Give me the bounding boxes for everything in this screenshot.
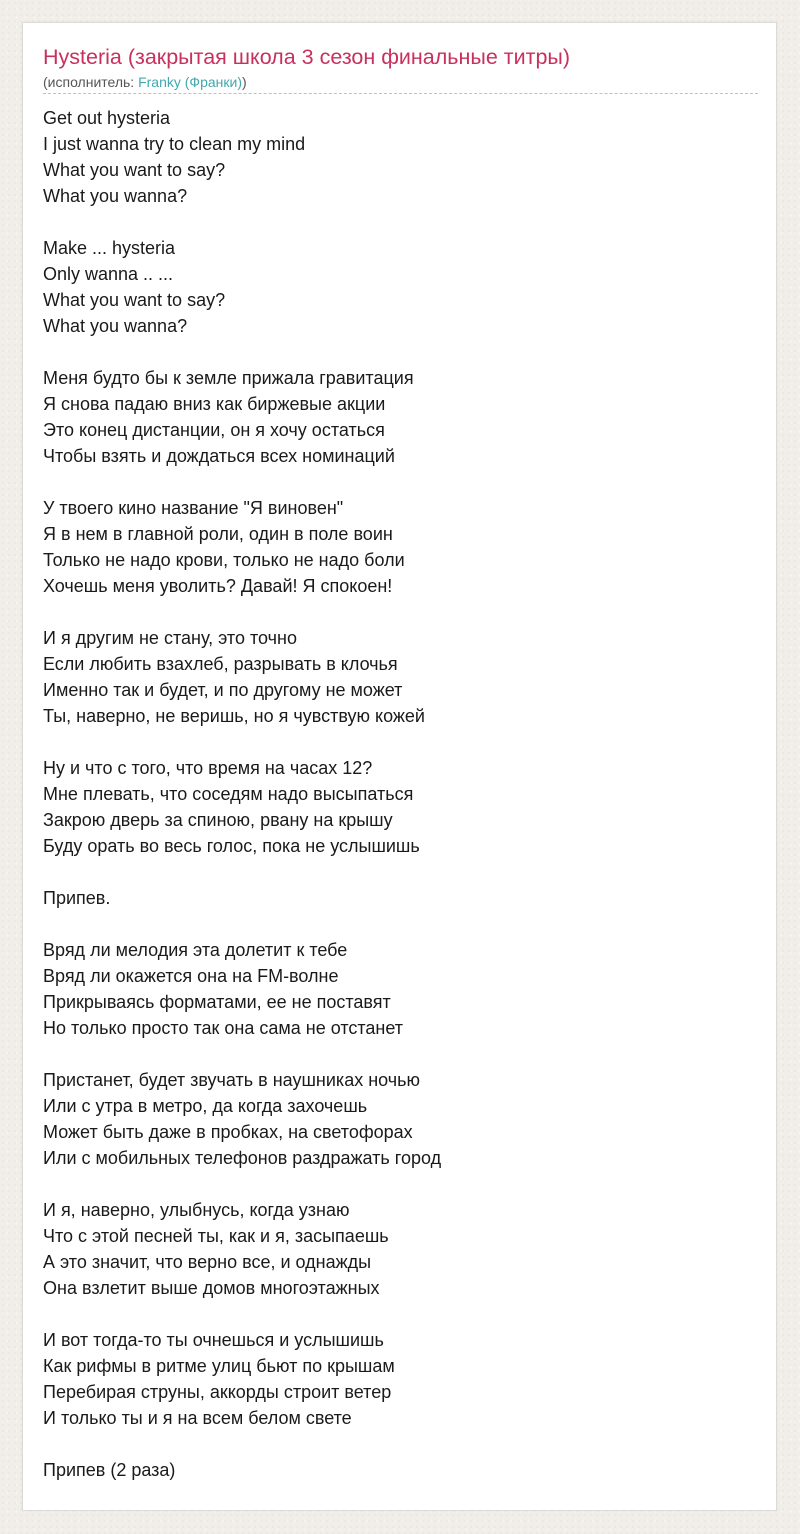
lyric-line: Припев. — [43, 888, 111, 908]
artist-prefix: (исполнитель: — [43, 74, 139, 90]
artist-link[interactable]: Franky (Франки) — [138, 74, 242, 90]
lyric-line: Только не надо крови, только не надо боли — [43, 550, 405, 570]
lyric-line: Перебирая струны, аккорды строит ветер — [43, 1382, 392, 1402]
lyric-line: Only wanna .. ... — [43, 264, 174, 284]
lyric-line: Ты, наверно, не веришь, но я чувствую кожей — [43, 706, 425, 726]
lyric-line: What you wanna? — [43, 316, 188, 336]
lyric-line: What you want to say? — [43, 290, 226, 310]
lyric-line: Прикрываясь форматами, ее не поставят — [43, 992, 391, 1012]
lyric-line: Именно так и будет, и по другому не может — [43, 680, 403, 700]
lyric-blank-line — [43, 1301, 758, 1327]
lyric-line: И я другим не стану, это точно — [43, 628, 297, 648]
lyric-blank-line — [43, 1171, 758, 1197]
lyric-line: Вряд ли мелодия эта долетит к тебе — [43, 940, 348, 960]
lyric-line: Меня будто бы к земле прижала гравитация — [43, 368, 414, 388]
lyrics-card — [22, 22, 777, 1511]
lyric-line: И я, наверно, улыбнусь, когда узнаю — [43, 1200, 350, 1220]
lyric-line: Это конец дистанции, он я хочу остаться — [43, 420, 385, 440]
lyric-line: Или с мобильных телефонов раздражать город — [43, 1148, 442, 1168]
lyric-blank-line — [43, 1041, 758, 1067]
lyric-line: Я снова падаю вниз как биржевые акции — [43, 394, 386, 414]
lyric-blank-line — [43, 469, 758, 495]
lyric-line: Припев (2 раза) — [43, 1460, 176, 1480]
lyric-line: И вот тогда-то ты очнешься и услышишь — [43, 1330, 384, 1350]
lyric-line: Хочешь меня уволить? Давай! Я спокоен! — [43, 576, 393, 596]
lyric-line: What you want to say? — [43, 160, 226, 180]
lyric-blank-line — [43, 859, 758, 885]
artist-suffix: ) — [242, 74, 247, 90]
lyric-blank-line — [43, 911, 758, 937]
lyric-line: Get out hysteria — [43, 108, 171, 128]
lyric-blank-line — [43, 729, 758, 755]
lyric-line: Пристанет, будет звучать в наушниках ночью — [43, 1070, 421, 1090]
song-title: Hysteria (закрытая школа 3 сезон финальные титры) — [43, 45, 571, 69]
lyric-line: Если любить взахлеб, разрывать в клочья — [43, 654, 398, 674]
lyric-line: I just wanna try to clean my mind — [43, 134, 306, 154]
lyric-line: Буду орать во весь голос, пока не услышишь — [43, 836, 420, 856]
lyric-line: Она взлетит выше домов многоэтажных — [43, 1278, 380, 1298]
lyric-line: Я в нем в главной роли, один в поле воин — [43, 524, 393, 544]
lyric-blank-line — [43, 339, 758, 365]
lyric-line: Как рифмы в ритме улиц бьют по крышам — [43, 1356, 395, 1376]
lyric-line: Make ... hysteria — [43, 238, 176, 258]
lyric-line: What you wanna? — [43, 186, 188, 206]
lyric-line: Вряд ли окажется она на FM-волне — [43, 966, 339, 986]
lyric-line: Может быть даже в пробках, на светофорах — [43, 1122, 413, 1142]
lyric-line: Или с утра в метро, да когда захочешь — [43, 1096, 368, 1116]
lyric-line: Закрою дверь за спиною, рвану на крышу — [43, 810, 393, 830]
lyric-blank-line — [43, 209, 758, 235]
lyric-line: Мне плевать, что соседям надо высыпаться — [43, 784, 414, 804]
lyric-blank-line — [43, 599, 758, 625]
lyric-line: Но только просто так она сама не отстанет — [43, 1018, 404, 1038]
lyric-line: И только ты и я на всем белом свете — [43, 1408, 352, 1428]
lyrics-body — [43, 105, 758, 1483]
lyric-line: Ну и что с того, что время на часах 12? — [43, 758, 373, 778]
lyric-line: Что с этой песней ты, как и я, засыпаешь — [43, 1226, 389, 1246]
artist-line — [43, 73, 247, 91]
title-divider — [43, 93, 758, 94]
lyric-line: А это значит, что верно все, и однажды — [43, 1252, 372, 1272]
lyric-line: Чтобы взять и дождаться всех номинаций — [43, 446, 395, 466]
lyric-line: У твоего кино название "Я виновен" — [43, 498, 344, 518]
lyric-blank-line — [43, 1431, 758, 1457]
